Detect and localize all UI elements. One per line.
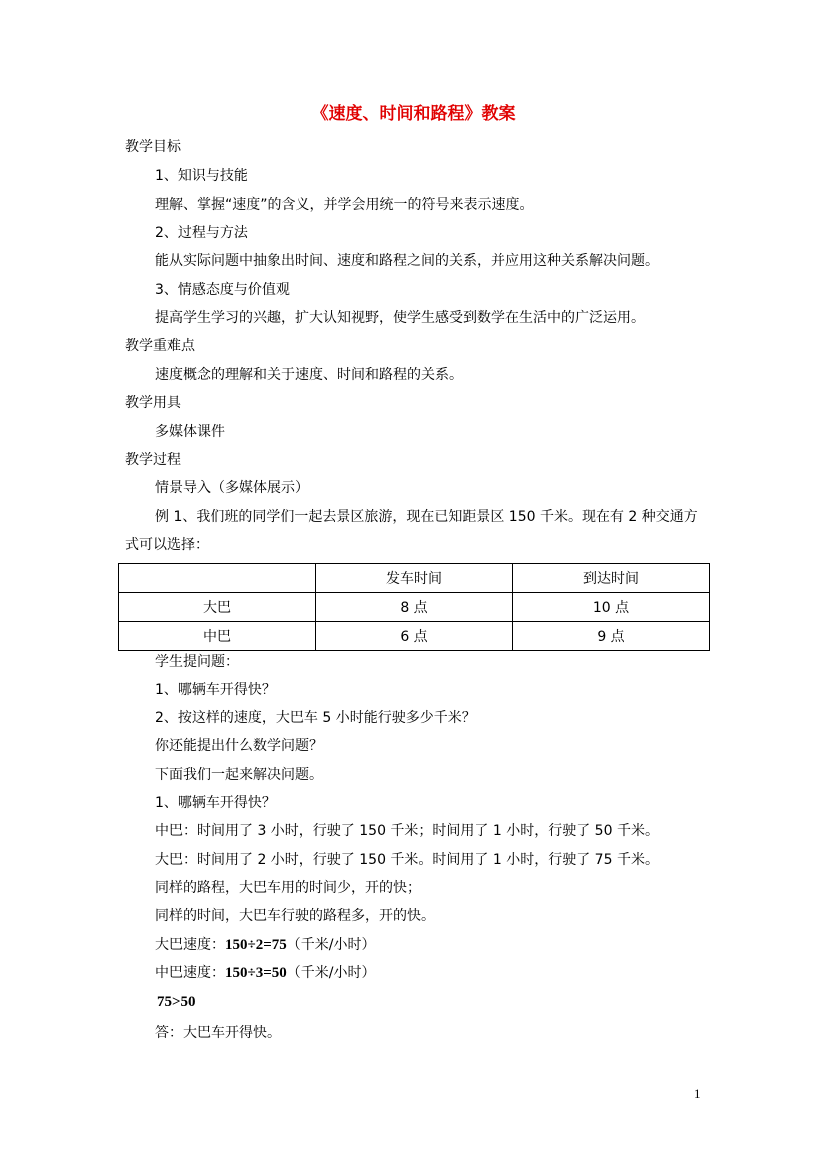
zhongba-speed-label: 中巴速度： [155,965,225,981]
table-row [119,593,710,622]
solution-zhongba: 中巴：时间用了 3 小时，行驶了 150 千米；时间用了 1 小时，行驶了 50 千米。 [155,823,659,839]
table-header-cell: 发车时间 [316,564,513,593]
page-number: 1 [694,1086,701,1101]
questions-heading: 学生提问题： [155,654,239,670]
goal-item-2: 2、过程与方法 [155,225,248,241]
solution-title: 1、哪辆车开得快？ [155,795,276,811]
zhongba-speed-line [155,964,376,982]
table-cell: 中巴 [119,622,316,651]
goal-item-3: 3、情感态度与价值观 [155,282,290,298]
transport-table [118,563,710,651]
table-cell: 大巴 [119,593,316,622]
table-cell: 9 点 [513,622,710,651]
solution-daba: 大巴：时间用了 2 小时，行驶了 150 千米。时间用了 1 小时，行驶了 75 千米。 [155,852,659,868]
goal-item-1: 1、知识与技能 [155,168,248,184]
same-distance-text: 同样的路程，大巴车用的时间少，开的快； [155,880,421,896]
daba-speed-unit: （千米/小时） [286,937,376,953]
same-time-text: 同样的时间，大巴车行驶的路程多，开的快。 [155,908,435,924]
zhongba-speed-formula: 150÷3=50 [225,965,287,981]
table-row [119,622,710,651]
tools-text: 多媒体课件 [155,424,225,440]
question-1: 1、哪辆车开得快？ [155,682,276,698]
question-3: 你还能提出什么数学问题？ [155,738,323,754]
table-header-cell: 到达时间 [513,564,710,593]
table-header-row [119,564,710,593]
goal-item-3-text: 提高学生学习的兴趣，扩大认知视野，使学生感受到数学在生活中的广泛运用。 [155,310,645,326]
daba-speed-formula: 150÷2=75 [225,937,287,953]
table-cell: 8 点 [316,593,513,622]
daba-speed-line [155,936,376,954]
daba-speed-label: 大巴速度： [155,937,225,953]
example-line-1: 例 1、我们班的同学们一起去景区旅游，现在已知距景区 150 千米。现在有 2 种交通方 [155,509,698,525]
goal-item-1-text: 理解、掌握“速度”的含义，并学会用统一的符号来表示速度。 [155,197,534,213]
goal-item-2-text: 能从实际问题中抽象出时间、速度和路程之间的关系，并应用这种关系解决问题。 [155,253,659,269]
example-line-2: 式可以选择： [125,537,209,553]
goals-heading: 教学目标 [125,139,181,155]
answer-text: 答：大巴车开得快。 [155,1025,281,1041]
zhongba-speed-unit: （千米/小时） [286,965,376,981]
process-intro: 情景导入（多媒体展示） [155,480,309,496]
tools-heading: 教学用具 [125,395,181,411]
process-heading: 教学过程 [125,452,181,468]
table-cell: 6 点 [316,622,513,651]
document-title: 《速度、时间和路程》教案 [311,104,516,124]
difficulty-heading: 教学重难点 [125,338,195,354]
difficulty-text: 速度概念的理解和关于速度、时间和路程的关系。 [155,367,463,383]
speed-comparison: 75>50 [157,994,196,1010]
question-2: 2、按这样的速度，大巴车 5 小时能行驶多少千米？ [155,710,476,726]
question-4: 下面我们一起来解决问题。 [155,767,323,783]
table-header-cell [119,564,316,593]
table-cell: 10 点 [513,593,710,622]
